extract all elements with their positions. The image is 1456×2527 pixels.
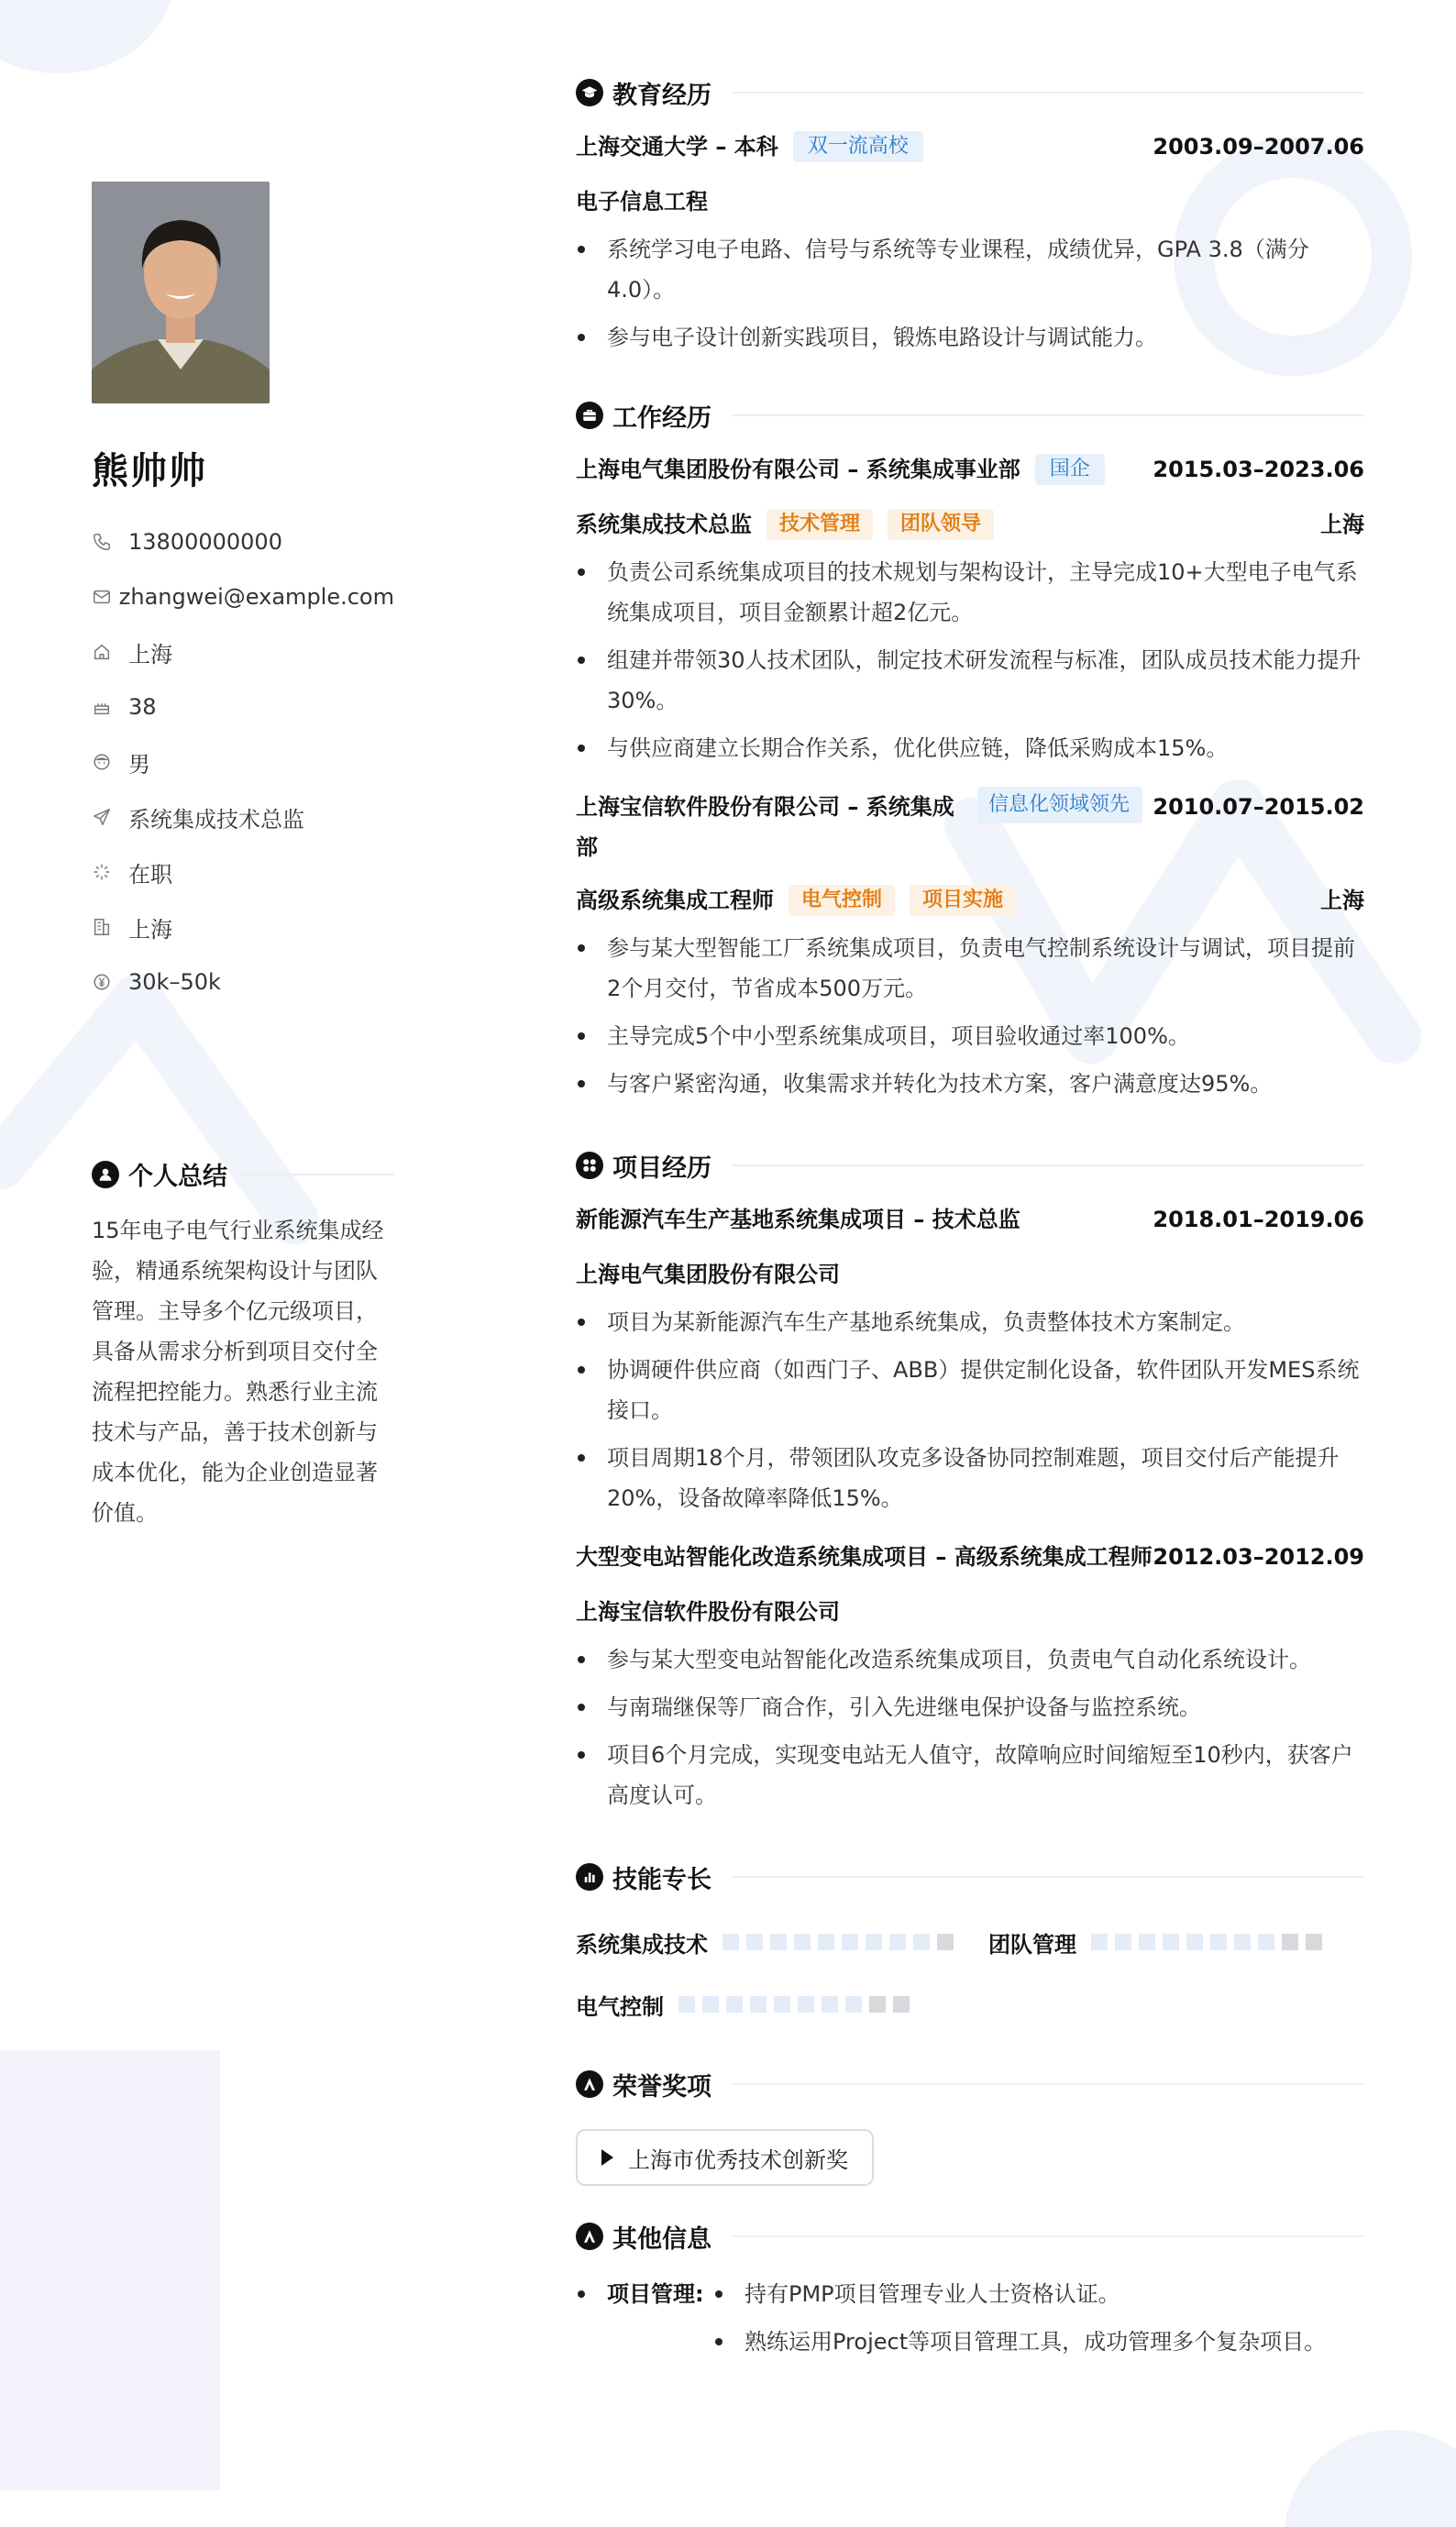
main-content: [576, 72, 1364, 2362]
info-work-city: [92, 899, 394, 955]
send-icon: [92, 807, 128, 827]
company-name: 上海宝信软件股份有限公司 – 系统集成部: [576, 794, 954, 860]
awards-section: [576, 2063, 1364, 2186]
project-date: 2018.01–2019.06: [1153, 1207, 1364, 1232]
skill-level-block: [866, 1934, 882, 1950]
section-divider: [732, 1164, 1364, 1166]
list-item: 与客户紧密沟通，收集需求并转化为技术方案，客户满意度达95%。: [576, 1064, 1364, 1104]
education-date: 2003.09–2007.06: [1153, 134, 1364, 160]
skill-level-block: [726, 1996, 743, 2013]
project-bullets: [576, 1639, 1364, 1815]
play-icon: [601, 2149, 613, 2166]
section-divider: [732, 414, 1364, 416]
grid-icon: [576, 1152, 603, 1179]
info-email: [92, 569, 394, 624]
projects-header: [576, 1144, 1364, 1186]
cake-icon: [92, 697, 128, 717]
skill-level-block: [770, 1934, 787, 1950]
list-item: 参与某大型变电站智能化改造系统集成项目，负责电气自动化系统设计。: [576, 1639, 1364, 1680]
building-icon: [92, 917, 128, 937]
skill-level-block: [774, 1996, 790, 2013]
company-name: 上海电气集团股份有限公司 – 系统集成事业部: [576, 457, 1020, 482]
list-item: 项目6个月完成，实现变电站无人值守，故障响应时间缩短至10秒内，获客户高度认可。: [576, 1735, 1364, 1815]
skill-name: 系统集成技术: [576, 1931, 708, 1958]
projects-title: 项目经历: [612, 1153, 711, 1183]
skills-section: [576, 1856, 1364, 2036]
project-entry: [576, 1537, 1364, 1815]
skills-header: [576, 1856, 1364, 1898]
candidate-name: 熊帅帅: [92, 450, 207, 492]
face-icon: [92, 752, 128, 772]
award-name: 上海市优秀技术创新奖: [628, 2146, 848, 2173]
skill-level-block: [798, 1996, 814, 2013]
info-age: [92, 679, 394, 734]
skill-level-block: [1258, 1934, 1274, 1950]
list-item: 项目为某新能源汽车生产基地系统集成，负责整体技术方案制定。: [576, 1302, 1364, 1342]
work-title: 工作经历: [612, 403, 711, 433]
graduation-cap-icon: [576, 79, 603, 106]
email-value: zhangwei@example.com: [118, 584, 394, 610]
list-item: 参与电子设计创新实践项目，锻炼电路设计与调试能力。: [576, 317, 1364, 358]
skill-level-block: [1282, 1934, 1298, 1950]
other-header: [576, 2215, 1364, 2257]
phone-value: 13800000000: [128, 529, 282, 555]
education-title: 教育经历: [612, 81, 711, 110]
location-value: 上海: [128, 641, 172, 668]
decor-rectangle: [0, 2050, 220, 2490]
education-section: [576, 72, 1364, 358]
work-header: [576, 394, 1364, 436]
skill-item: [988, 1911, 1329, 1973]
user-icon: [92, 1161, 119, 1188]
work-bullets: [576, 928, 1364, 1104]
list-item: 系统学习电子电路、信号与系统等专业课程，成绩优异，GPA 3.8（满分4.0）。: [576, 229, 1364, 310]
skill-item: [576, 1911, 961, 1973]
skill-level-block: [937, 1934, 954, 1950]
list-item: 与供应商建立长期合作关系，优化供应链，降低采购成本15%。: [576, 728, 1364, 768]
work-section: [576, 394, 1364, 1104]
skill-level-block: [889, 1934, 906, 1950]
summary-title: 个人总结: [128, 1163, 227, 1191]
project-date: 2012.03–2012.09: [1153, 1544, 1364, 1570]
skill-level-block: [702, 1996, 719, 2013]
skill-level-block: [1306, 1934, 1322, 1950]
skill-level-block: [1210, 1934, 1227, 1950]
decor-circle-bottom: [1284, 2430, 1456, 2527]
list-item: 主导完成5个中小型系统集成项目，项目验收通过率100%。: [576, 1016, 1364, 1056]
awards-list: [576, 2129, 1364, 2186]
position-value: 系统集成技术总监: [128, 806, 304, 833]
skill-tag: 团队领导: [888, 509, 994, 540]
section-divider: [732, 92, 1364, 94]
education-entry: [576, 127, 1364, 358]
status-value: 在职: [128, 861, 172, 888]
skill-level-block: [678, 1996, 695, 2013]
skill-level-block: [1163, 1934, 1179, 1950]
list-item: 组建并带领30人技术团队，制定技术研发流程与标准，团队成员技术能力提升30%。: [576, 640, 1364, 721]
skill-level-block: [746, 1934, 763, 1950]
work-date: 2010.07–2015.02: [1153, 794, 1364, 820]
avatar: [92, 182, 270, 403]
skill-name: 电气控制: [576, 1993, 664, 2020]
work-entry: [576, 449, 1364, 768]
loading-icon: [92, 862, 128, 882]
phone-icon: [92, 532, 128, 552]
company-tag: 信息化领域领先: [977, 787, 1142, 823]
contact-info-list: [92, 514, 394, 1010]
home-icon: [92, 642, 128, 662]
project-entry: [576, 1199, 1364, 1518]
skill-level-bar: [1091, 1934, 1329, 1950]
other-section: [576, 2215, 1364, 2362]
job-role: 高级系统集成工程师: [576, 888, 774, 913]
info-location: [92, 624, 394, 679]
section-divider: [237, 1174, 394, 1175]
skill-level-block: [750, 1996, 767, 2013]
education-bullets: [576, 229, 1364, 358]
work-bullets: [576, 552, 1364, 768]
bar-chart-icon: [576, 1863, 603, 1891]
skill-name: 团队管理: [988, 1931, 1076, 1958]
major: 电子信息工程: [576, 189, 708, 215]
other-label: 项目管理:: [576, 2274, 713, 2314]
school-tag: 双一流高校: [793, 131, 923, 162]
decor-circle: [0, 0, 174, 73]
work-city: 上海: [1320, 512, 1364, 537]
info-position: [92, 789, 394, 844]
project-name: 新能源汽车生产基地系统集成项目 – 技术总监: [576, 1207, 1020, 1232]
skill-level-bar: [678, 1996, 917, 2013]
skills-list: [576, 1911, 1364, 2036]
school-name: 上海交通大学 – 本科: [576, 134, 778, 160]
skill-item: [576, 1973, 1364, 2036]
skill-level-block: [1186, 1934, 1203, 1950]
skill-level-block: [1139, 1934, 1155, 1950]
age-value: 38: [128, 694, 157, 720]
summary-header: [92, 1156, 394, 1192]
list-item: 熟练运用Project等项目管理工具，成功管理多个复杂项目。: [713, 2322, 1364, 2362]
info-status: [92, 844, 394, 899]
skill-tag: 电气控制: [789, 885, 895, 916]
summary-text: 15年电子电气行业系统集成经验，精通系统架构设计与团队管理。主导多个亿元级项目，具备从需求分析到项目交付全流程把控能力。熟悉行业主流技术与产品，善于技术创新与成本优化，能为企业创造显著价值。: [92, 1218, 384, 1526]
work-city: 上海: [1320, 888, 1364, 913]
project-org: 上海宝信软件股份有限公司: [576, 1599, 840, 1625]
skills-title: 技能专长: [612, 1865, 711, 1894]
list-item: 与南瑞继保等厂商合作，引入先进继电保护设备与监控系统。: [576, 1687, 1364, 1727]
skill-level-block: [722, 1934, 739, 1950]
award-badge: [576, 2129, 874, 2186]
skill-level-block: [913, 1934, 930, 1950]
projects-section: [576, 1144, 1364, 1815]
skill-level-bar: [722, 1934, 961, 1950]
gender-value: 男: [128, 751, 150, 778]
info-salary: [92, 955, 394, 1010]
work-city-value: 上海: [128, 916, 172, 943]
skill-tag: 技术管理: [767, 509, 873, 540]
project-name: 大型变电站智能化改造系统集成项目 – 高级系统集成工程师: [576, 1544, 1153, 1570]
other-info: [576, 2274, 1364, 2362]
briefcase-icon: [576, 402, 603, 429]
salary-value: 30k–50k: [128, 969, 221, 995]
other-bullets: [713, 2274, 1364, 2362]
awards-title: 荣誉奖项: [612, 2072, 711, 2102]
job-role: 系统集成技术总监: [576, 512, 752, 537]
yen-icon: [92, 972, 128, 992]
list-item: 项目周期18个月，带领团队攻克多设备协同控制难题，项目交付后产能提升20%，设备故障率降低15%。: [576, 1438, 1364, 1518]
company-tag: 国企: [1035, 454, 1105, 485]
skill-tag: 项目实施: [910, 885, 1016, 916]
mail-icon: [92, 587, 119, 607]
skill-level-block: [1234, 1934, 1251, 1950]
info-phone: [92, 514, 394, 569]
list-item: 负责公司系统集成项目的技术规划与架构设计，主导完成10+大型电子电气系统集成项目，项目金额累计超2亿元。: [576, 552, 1364, 633]
skill-level-block: [822, 1996, 838, 2013]
skill-level-block: [794, 1934, 811, 1950]
project-bullets: [576, 1302, 1364, 1518]
award-icon: [576, 2070, 603, 2098]
skill-level-block: [893, 1996, 910, 2013]
skill-level-block: [842, 1934, 858, 1950]
skill-level-block: [1115, 1934, 1131, 1950]
skill-level-block: [818, 1934, 834, 1950]
skill-level-block: [869, 1996, 886, 2013]
skill-level-block: [845, 1996, 862, 2013]
skill-level-block: [1091, 1934, 1108, 1950]
project-org: 上海电气集团股份有限公司: [576, 1262, 840, 1287]
section-divider: [732, 2235, 1364, 2237]
education-header: [576, 72, 1364, 114]
sidebar: [92, 182, 394, 1533]
work-date: 2015.03–2023.06: [1153, 457, 1364, 482]
info-icon: [576, 2223, 603, 2250]
section-divider: [732, 2083, 1364, 2085]
list-item: 持有PMP项目管理专业人士资格认证。: [713, 2274, 1364, 2314]
work-entry: [576, 787, 1364, 1104]
list-item: 参与某大型智能工厂系统集成项目，负责电气控制系统设计与调试，项目提前2个月交付，节省成本500万元。: [576, 928, 1364, 1009]
section-divider: [732, 1876, 1364, 1878]
list-item: 协调硬件供应商（如西门子、ABB）提供定制化设备，软件团队开发MES系统接口。: [576, 1350, 1364, 1430]
other-title: 其他信息: [612, 2224, 711, 2254]
awards-header: [576, 2063, 1364, 2105]
info-gender: [92, 734, 394, 789]
